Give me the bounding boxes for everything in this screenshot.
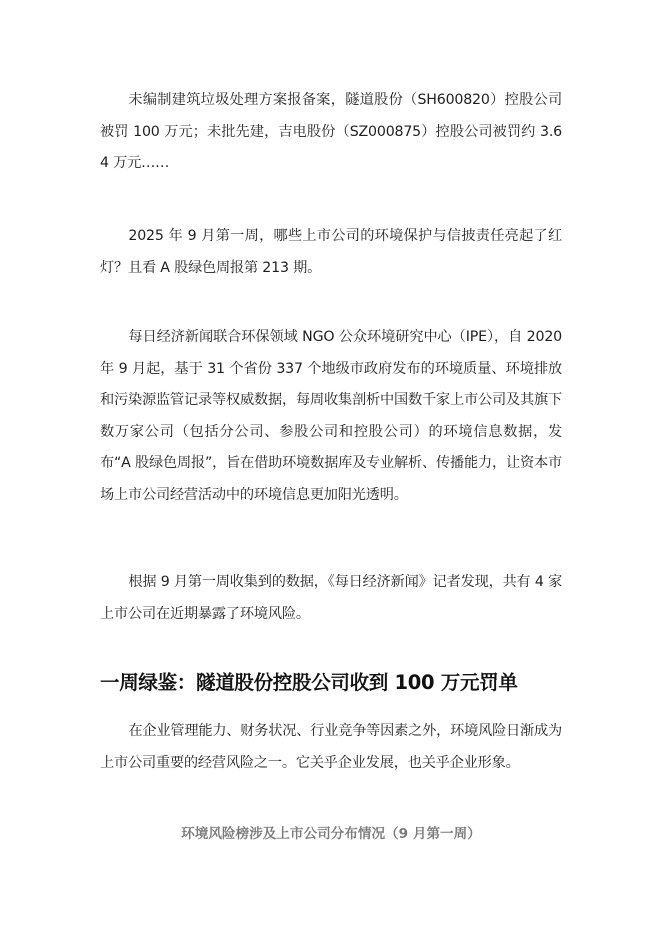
findings-paragraph: 根据 9 月第一周收集到的数据，《每日经济新闻》记者发现，共有 4 家上市公司在近期暴露了环境风险。: [100, 574, 562, 622]
section-heading: 一周绿鉴：隧道股份控股公司收到 100 万元罚单: [100, 671, 518, 694]
figure-caption: 环境风险榜涉及上市公司分布情况（9 月第一周）: [181, 826, 481, 842]
intro-paragraph: 未编制建筑垃圾处理方案报备案，隧道股份（SH600820）控股公司被罚 100 万元；未批先建，吉电股份（SZ000875）控股公司被罚约 3.64 万元……: [100, 92, 562, 171]
section-paragraph: 在企业管理能力、财务状况、行业竞争等因素之外，环境风险日渐成为上市公司重要的经营风险之一。它关乎企业发展，也关乎企业形象。: [100, 723, 563, 771]
weekly-question-paragraph: 2025 年 9 月第一周，哪些上市公司的环境保护与信披责任亮起了红灯？且看 A 股绿色周报第 213 期。: [100, 228, 562, 276]
background-paragraph: 每日经济新闻联合环保领域 NGO 公众环境研究中心（IPE），自 2020 年 9 月起，基于 31 个省份 337 个地级市政府发布的环境质量、环境排放和污染源监管记录等权威数据，每周收集剖析中国数千家上市公司及其旗下数万家公司（包括分公司、参股公司和控股公司）的环境信息数据，发布“A 股绿色周报”，旨在借助环境数据库及专业解析、传播能力，让资本市场上市公司经营活动中的环境信息更加阳光透明。: [100, 329, 562, 503]
